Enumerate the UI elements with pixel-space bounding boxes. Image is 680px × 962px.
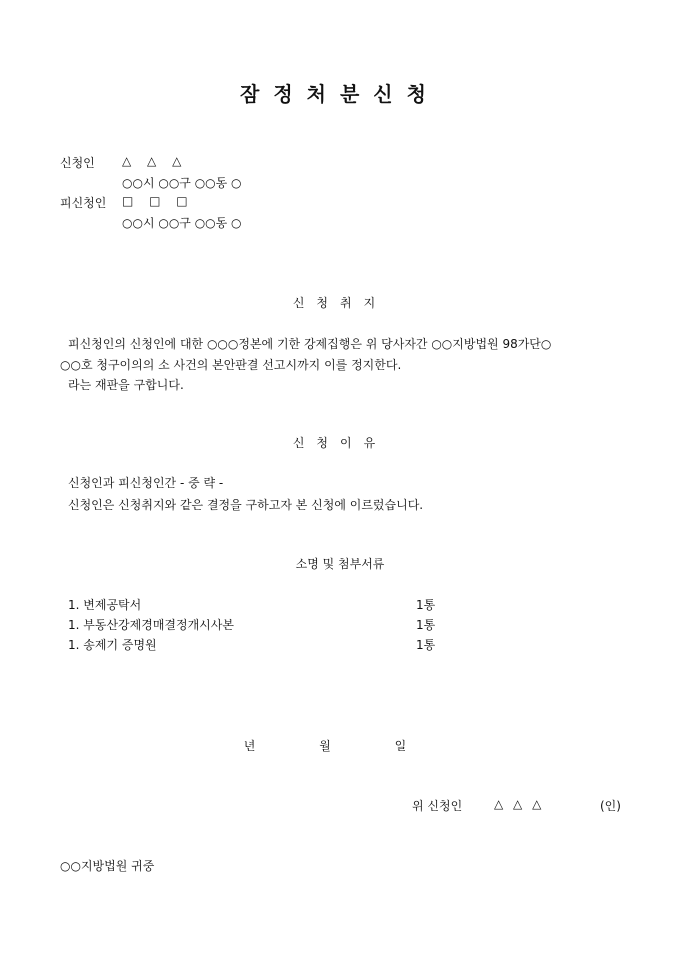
applicant-address: ○○시 ○○구 ○○동 ○ (122, 176, 242, 190)
signature-seal: (인) (600, 799, 621, 813)
respondent-name: □ □ □ (122, 194, 194, 208)
reason-heading: 신청이유 (292, 436, 388, 450)
respondent-label: 피신청인 (60, 196, 107, 210)
attachment-item-count: 1통 (416, 598, 436, 612)
attachment-item-count: 1통 (416, 618, 436, 632)
attachment-item-name: 1. 송제기 증명원 (68, 638, 157, 652)
purpose-line-2: ○○호 청구이의의 소 사건의 본안판결 선고시까지 이를 정지한다. (60, 358, 402, 372)
respondent-address: ○○시 ○○구 ○○동 ○ (122, 216, 242, 230)
signature-name: △ △ △ (494, 797, 545, 811)
signature-prefix: 위 신청인 (412, 799, 463, 813)
applicant-label: 신청인 (60, 156, 95, 170)
attachment-item-name: 1. 부동산강제경매결정개시사본 (68, 618, 234, 632)
court-addressee: ○○지방법원 귀중 (60, 859, 155, 873)
purpose-line-1: 피신청인의 신청인에 대한 ○○○정본에 기한 강제집행은 위 당사자간 ○○지방법원 98가단○ (68, 337, 552, 351)
applicant-name: △ △ △ (122, 154, 188, 168)
purpose-line-3: 라는 재판을 구합니다. (68, 378, 184, 392)
date-line: 년 월 일 (243, 739, 437, 753)
attachments-heading: 소명 및 첨부서류 (295, 557, 385, 571)
attachment-item-name: 1. 변제공탁서 (68, 598, 142, 612)
reason-line-2: 신청인은 신청취지와 같은 결정을 구하고자 본 신청에 이르렀습니다. (68, 498, 424, 512)
document-title: 잠정처분신청 (240, 82, 440, 106)
reason-line-1: 신청인과 피신청인간 - 중 략 - (68, 476, 224, 490)
attachment-item-count: 1통 (416, 638, 436, 652)
purpose-heading: 신청취지 (292, 296, 388, 310)
